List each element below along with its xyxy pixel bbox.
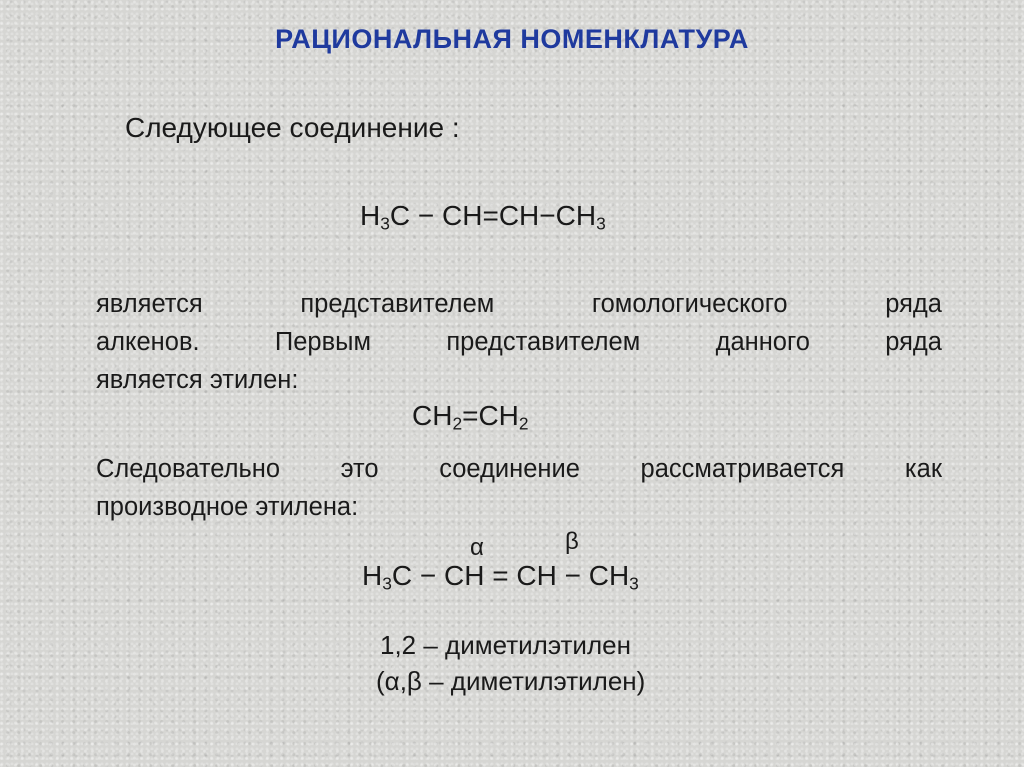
compound-name-greek: (α,β – диметилэтилен) — [376, 666, 646, 696]
paragraph-line: алкенов. Первым представителем данного ряда — [96, 328, 942, 356]
formula-part: C − CH=CH−CH — [389, 200, 597, 231]
formula-part: H — [362, 560, 383, 591]
formula-subscript: 3 — [596, 213, 606, 234]
alpha-label: α — [470, 534, 484, 561]
formula-subscript: 3 — [629, 573, 639, 594]
formula-part: H — [360, 200, 381, 231]
formula-butene — [360, 200, 606, 232]
formula-derivative — [362, 560, 639, 592]
formula-part: C − CH = CH − CH — [391, 560, 630, 591]
formula-subscript: 2 — [518, 413, 529, 434]
formula-subscript: 3 — [382, 573, 392, 594]
paragraph-line: является представителем гомологического ряда — [96, 290, 942, 318]
formula-subscript: 2 — [452, 413, 463, 434]
intro-text: Следующее соединение : — [125, 112, 460, 143]
paragraph-derivative — [96, 450, 942, 526]
paragraph-homologous — [96, 285, 942, 399]
beta-label: β — [565, 528, 579, 555]
formula-subscript: 3 — [380, 213, 390, 234]
compound-name: 1,2 – диметилэтилен — [380, 630, 631, 660]
paragraph-line: производное этилена: — [96, 493, 359, 521]
formula-part: =CH — [462, 400, 519, 431]
paragraph-line: является этилен: — [96, 366, 299, 394]
slide-title: РАЦИОНАЛЬНАЯ НОМЕНКЛАТУРА — [275, 24, 749, 54]
formula-ethylene — [412, 400, 529, 432]
formula-part: CH — [412, 400, 453, 431]
paragraph-line: Следовательно это соединение рассматривается как — [96, 455, 942, 483]
